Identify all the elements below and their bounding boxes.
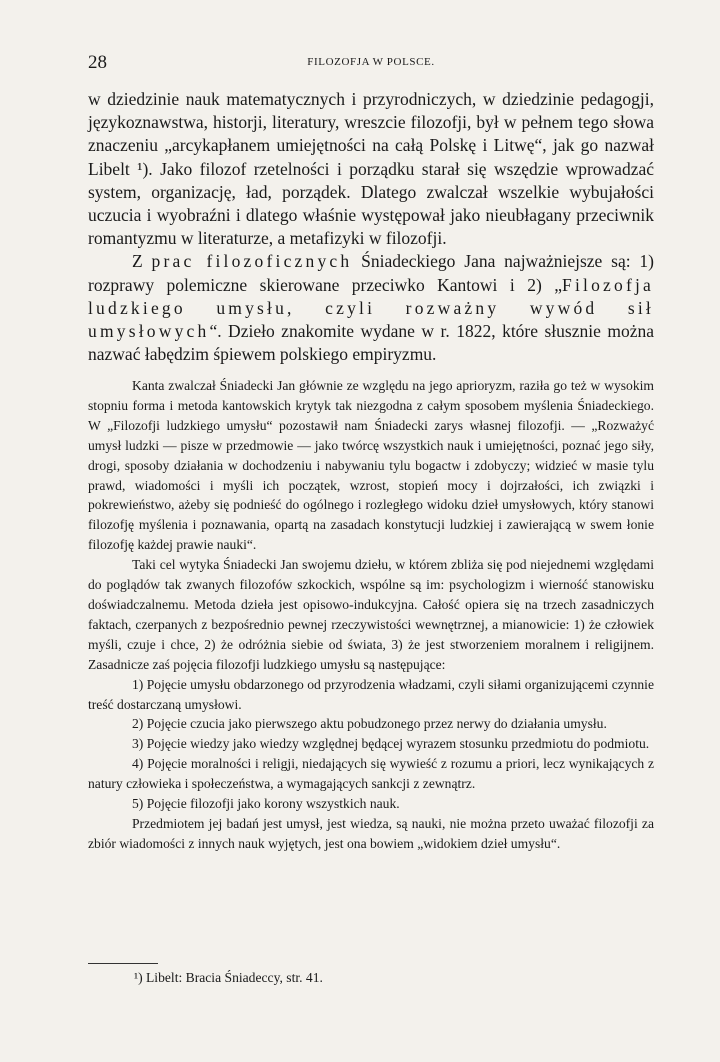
text-run: Z (132, 251, 152, 272)
text-run: “. Dzieło znakomite wydane w r. 1822, które słusznie można nazwać łabędzim śpiewem polskiego empiryzmu. (88, 321, 654, 365)
small-paragraph: Przedmiotem jej badań jest umysł, jest wiedza, są nauki, nie można przeto uważać filozofji za zbiór wiadomości z innych nauk wyjętych, jest ona bowiem „widokiem dzieł umysłu“. (88, 815, 654, 851)
text-run: Śniadeckiego Jana najważniejsze są: 1) rozprawy polemiczne skierowane przeciwko Kantowi i 2) „ (88, 251, 654, 295)
list-item: 1) Pojęcie umysłu obdarzonego od przyrodzenia władzami, czyli siłami organizującemi czynnie treść dostarczaną umysłowi. (88, 676, 654, 712)
running-head: FILOZOFJA W POLSCE. (307, 56, 435, 68)
page-header (88, 52, 654, 76)
footnote: ¹) Libelt: Bracia Śniadeccy, str. 41. (134, 970, 323, 985)
main-paragraph: w dziedzinie nauk matematycznych i przyrodniczych, w dziedzinie pedagogji, językoznawstwa, historji, literatury, wreszcie filozofji, był w pełnem tego słowa znaczeniu „arcykapłanem umiejętności na całą Polskę i Litwę“, jak go nazwał Libelt ¹). Jako filozof rzetelności i porządku starał się wszędzie wprowadzać system, organizację, ład, porządek. Dlatego zwalczał wszelkie wybujałości uczucia i wyobraźni i dlatego właśnie występował jako nieubłagany przeciwnik romantyzmu w literaturze, a metafizyki w filozofji. (88, 89, 654, 249)
list-item: 4) Pojęcie moralności i religji, niedających się wywieść z rozumu a priori, lecz wynikających z natury człowieka i społeczeństwa, a wymagających sankcji z zewnątrz. (88, 756, 654, 792)
list-item: 3) Pojęcie wiedzy jako wiedzy względnej będącej wyrazem stosunku przedmiotu do podmiotu. (132, 736, 650, 752)
list-item: 5) Pojęcie filozofji jako korony wszystkich nauk. (132, 796, 400, 812)
page-number: 28 (88, 52, 107, 73)
small-paragraph: Kanta zwalczał Śniadecki Jan głównie ze względu na jego aprioryzm, raziła go też w wysokim stopniu forma i metoda kantowskich krytyk tak niezgodna z całym sposobem myślenia Śniadeckiego. W „Filozofji ludzkiego umysłu“ pozostawił nam Śniadecki zarys własnej filozofji. — „Rozważyć umysł ludzki — pisze w przedmowie — jako twórcę wszystkich nauk i umiejętności, poznać jego siły, drogi, sposoby działania w dochodzeniu i nabywaniu tylu bogactw i zdobyczy; widzieć w masie tylu prawd, wiadomości i myśli ich początek, wzrost, stopień mocy i dojrzałości, ich związki i pokrewieństwo, ażeby się podnieść do ogólnego i rozległego widoku dzieł umysłowych, który stanowi filozofję myślenia i poznawania, opartą na zasadach konstytucji ludzkiej i zawierającą w swem łonie filozofję każdej prawie nauki“. (88, 378, 654, 553)
main-paragraph (88, 250, 654, 366)
main-text (88, 88, 654, 366)
list-item: 2) Pojęcie czucia jako pierwszego aktu pobudzonego przez nerwy do działania umysłu. (132, 716, 607, 732)
footnote-divider (88, 963, 158, 964)
spaced-text: prac filozoficznych (151, 251, 353, 272)
small-print-section (88, 376, 654, 854)
small-paragraph: Taki cel wytyka Śniadecki Jan swojemu dziełu, w którem zbliża się pod niejednemi względami do poglądów tak zwanych filozofów szkockich, wspólne są im: psychologizm i wierność stanowisku doświadczalnemu. Metoda dzieła jest opisowo-indukcyjna. Całość opiera się na trzech zasadniczych faktach, czerpanych z bezpośrednio pewnej rzeczywistości wewnętrznej, a mianowicie: 1) że człowiek myśli, czuje i chce, 2) że odróżnia siebie od świata, 3) że jest stworzeniem moralnem i religijnem. Zasadnicze zaś pojęcia filozofji ludzkiego umysłu są następujące: (88, 557, 654, 672)
book-title: Filozofja ludzkiego umysłu, czyli rozważny wywód sił umysłowych (88, 274, 654, 342)
